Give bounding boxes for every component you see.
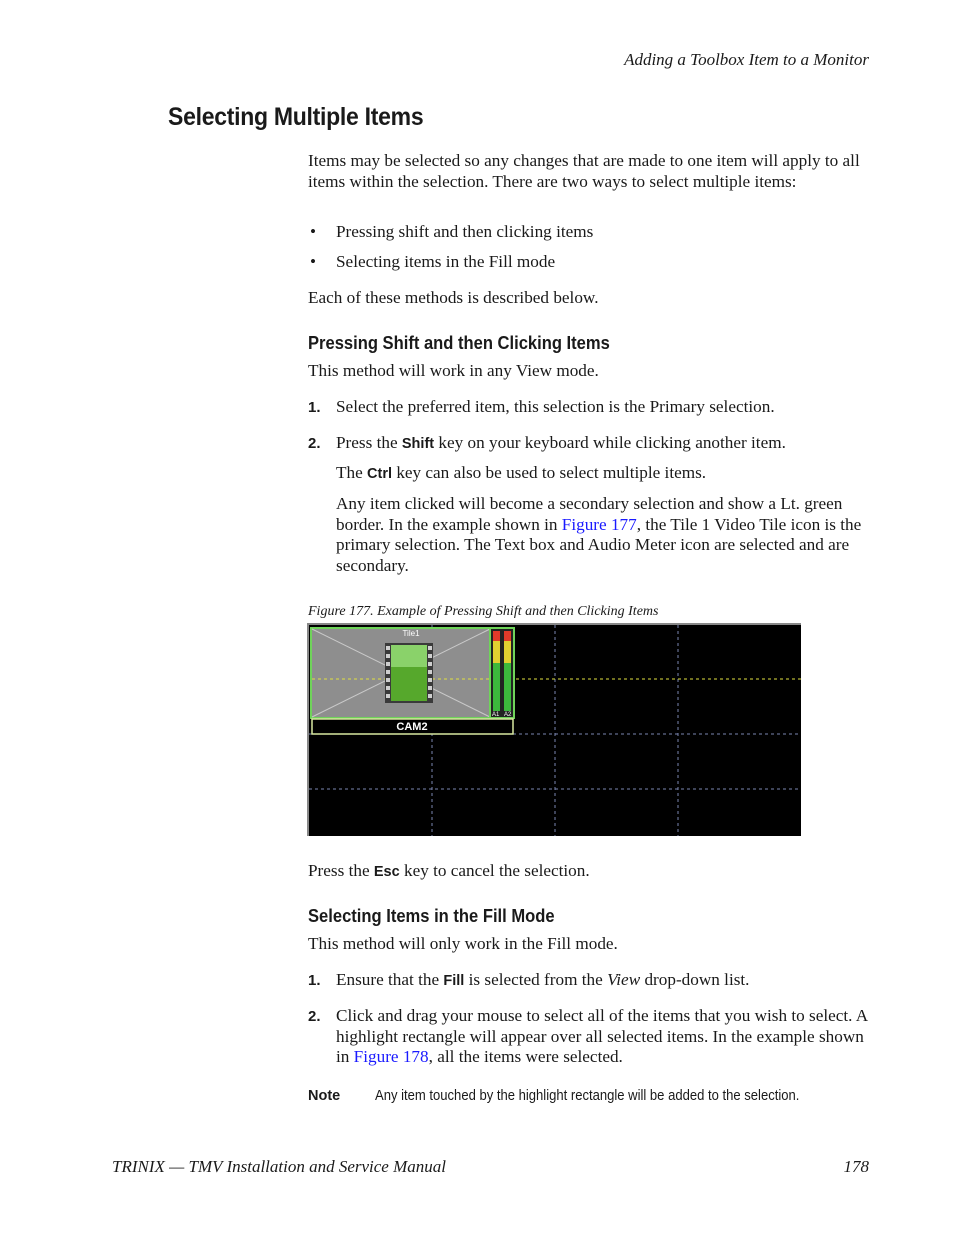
running-header: Adding a Toolbox Item to a Monitor: [624, 50, 869, 69]
meter-left-label: A1: [492, 712, 500, 718]
step-number: 2.: [308, 435, 321, 452]
bullet-icon: •: [310, 222, 317, 241]
intro-paragraph: Items may be selected so any changes that are made to one item will apply to all items within the selection. There are two ways to select multiple items:: [308, 151, 860, 191]
step-number: 1.: [308, 399, 321, 416]
page-number: 178: [843, 1157, 869, 1176]
figure-177-link[interactable]: Figure 177: [561, 514, 637, 534]
audio-meter[interactable]: [490, 628, 514, 718]
video-tile[interactable]: [311, 628, 801, 718]
shift-lead: This method will work in any View mode.: [308, 361, 599, 380]
note-label: Note: [308, 1088, 341, 1104]
text-box[interactable]: [312, 719, 513, 734]
shift-step-1: Select the preferred item, this selection is the Primary selection.: [336, 397, 775, 416]
ctrl-paragraph: The Ctrl key can also be used to select multiple items.: [336, 463, 707, 482]
esc-paragraph: Press the Esc key to cancel the selection.: [308, 861, 590, 880]
bullet-icon: •: [310, 252, 317, 271]
methods-paragraph: Each of these methods is described below.: [308, 288, 599, 307]
note-text: Any item touched by the highlight rectangle will be added to the selection.: [375, 1088, 800, 1104]
tile-label: Tile1: [402, 629, 420, 638]
shift-key: Shift: [401, 436, 435, 452]
ctrl-key: Ctrl: [367, 466, 393, 482]
section-title: Selecting Multiple Items: [168, 103, 424, 131]
figure-178-link[interactable]: Figure 178: [353, 1047, 429, 1066]
step-number: 2.: [308, 1008, 321, 1025]
subsection-title-shift: Pressing Shift and then Clicking Items: [308, 333, 610, 353]
step-number: 1.: [308, 972, 321, 989]
fill-key: Fill: [443, 973, 465, 989]
fill-step-2: Click and drag your mouse to select all of the items that you wish to select. A highlight rectangle will appear over all selected items. In the example shown in Figure 178, all the items were selected.: [336, 1006, 868, 1066]
film-icon: [385, 643, 433, 703]
fill-lead: This method will only work in the Fill mode.: [308, 934, 618, 953]
fill-step-1: Ensure that the Fill is selected from the View drop-down list.: [336, 970, 750, 989]
bullet-item: Selecting items in the Fill mode: [336, 252, 556, 271]
meter-right-label: A2: [504, 712, 512, 718]
footer-manual-title: TRINIX — TMV Installation and Service Manual: [112, 1157, 446, 1176]
esc-key: Esc: [373, 864, 400, 880]
secondary-selection-paragraph: Any item clicked will become a secondary selection and show a Lt. green border. In the example shown in Figure 177, the Tile 1 Video Tile icon is the primary selection. The Text box and Audio Meter icon are selected and are secondary.: [336, 494, 862, 575]
monitor-canvas: [309, 625, 801, 836]
figure-monitor-layout: [307, 623, 801, 836]
figure-caption: Figure 177. Example of Pressing Shift and then Clicking Items: [308, 604, 659, 619]
text-box-label: CAM2: [396, 721, 428, 733]
shift-step-2: Press the Shift key on your keyboard while clicking another item.: [336, 433, 786, 452]
subsection-title-fill: Selecting Items in the Fill Mode: [308, 906, 555, 926]
bullet-item: Pressing shift and then clicking items: [336, 222, 594, 241]
